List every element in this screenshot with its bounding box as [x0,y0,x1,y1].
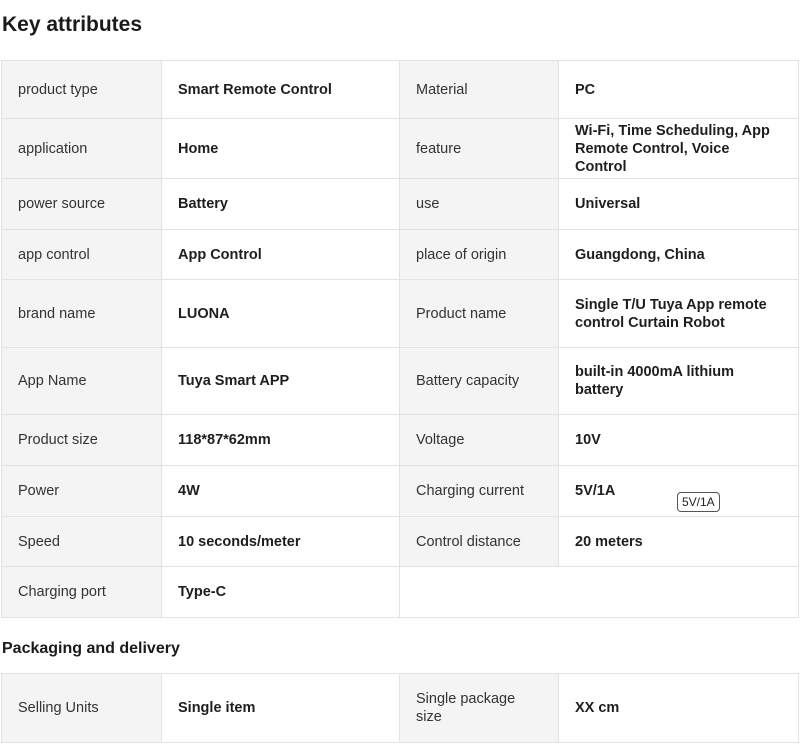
table-row [2,415,799,466]
attribute-value: built-in 4000mA lithium battery [559,348,799,415]
attribute-value: Universal [559,179,799,230]
empty-cell [400,567,799,618]
attribute-value: 10V [559,415,799,466]
attribute-label: Selling Units [2,674,162,743]
table-row [2,179,799,230]
packaging-title: Packaging and delivery [2,640,180,657]
attribute-value: Single T/U Tuya App remote control Curtain Robot [559,280,799,348]
attribute-value: 118*87*62mm [162,415,400,466]
attribute-value: Battery [162,179,400,230]
attribute-label: Product name [400,280,559,348]
attribute-value: Tuya Smart APP [162,348,400,415]
attribute-label: Product size [2,415,162,466]
attribute-label: Voltage [400,415,559,466]
attribute-value: Smart Remote Control [162,61,400,119]
attribute-value: Wi-Fi, Time Scheduling, App Remote Control, Voice Control [559,119,799,179]
attribute-value: 20 meters [559,517,799,567]
attribute-value: LUONA [162,280,400,348]
attribute-label: application [2,119,162,179]
attribute-value: 5V/1A [559,466,799,517]
table-row [2,674,799,743]
attribute-label: Control distance [400,517,559,567]
attribute-label: Charging port [2,567,162,618]
value-tooltip: 5V/1A [677,492,720,512]
attribute-value: XX cm [559,674,799,743]
attribute-label: feature [400,119,559,179]
key-attributes-table [1,60,799,618]
table-row [2,230,799,280]
attribute-label: Single package size [400,674,559,743]
table-row [2,348,799,415]
key-attributes-title: Key attributes [2,13,143,36]
attribute-value: 4W [162,466,400,517]
attribute-value: Type-C [162,567,400,618]
attribute-label: brand name [2,280,162,348]
attribute-label: power source [2,179,162,230]
attribute-value: PC [559,61,799,119]
table-row [2,280,799,348]
table-row [2,61,799,119]
attribute-value: Single item [162,674,400,743]
table-row [2,517,799,567]
attribute-label: place of origin [400,230,559,280]
attribute-value: Guangdong, China [559,230,799,280]
attribute-label: Speed [2,517,162,567]
attribute-value: 10 seconds/meter [162,517,400,567]
attribute-label: app control [2,230,162,280]
attribute-label: App Name [2,348,162,415]
packaging-table [1,673,799,743]
attribute-label: use [400,179,559,230]
attribute-value: Home [162,119,400,179]
attribute-label: Power [2,466,162,517]
attribute-label: product type [2,61,162,119]
attribute-value: App Control [162,230,400,280]
attribute-label: Material [400,61,559,119]
attribute-label: Battery capacity [400,348,559,415]
attribute-label: Charging current [400,466,559,517]
table-row [2,119,799,179]
table-row [2,567,799,618]
